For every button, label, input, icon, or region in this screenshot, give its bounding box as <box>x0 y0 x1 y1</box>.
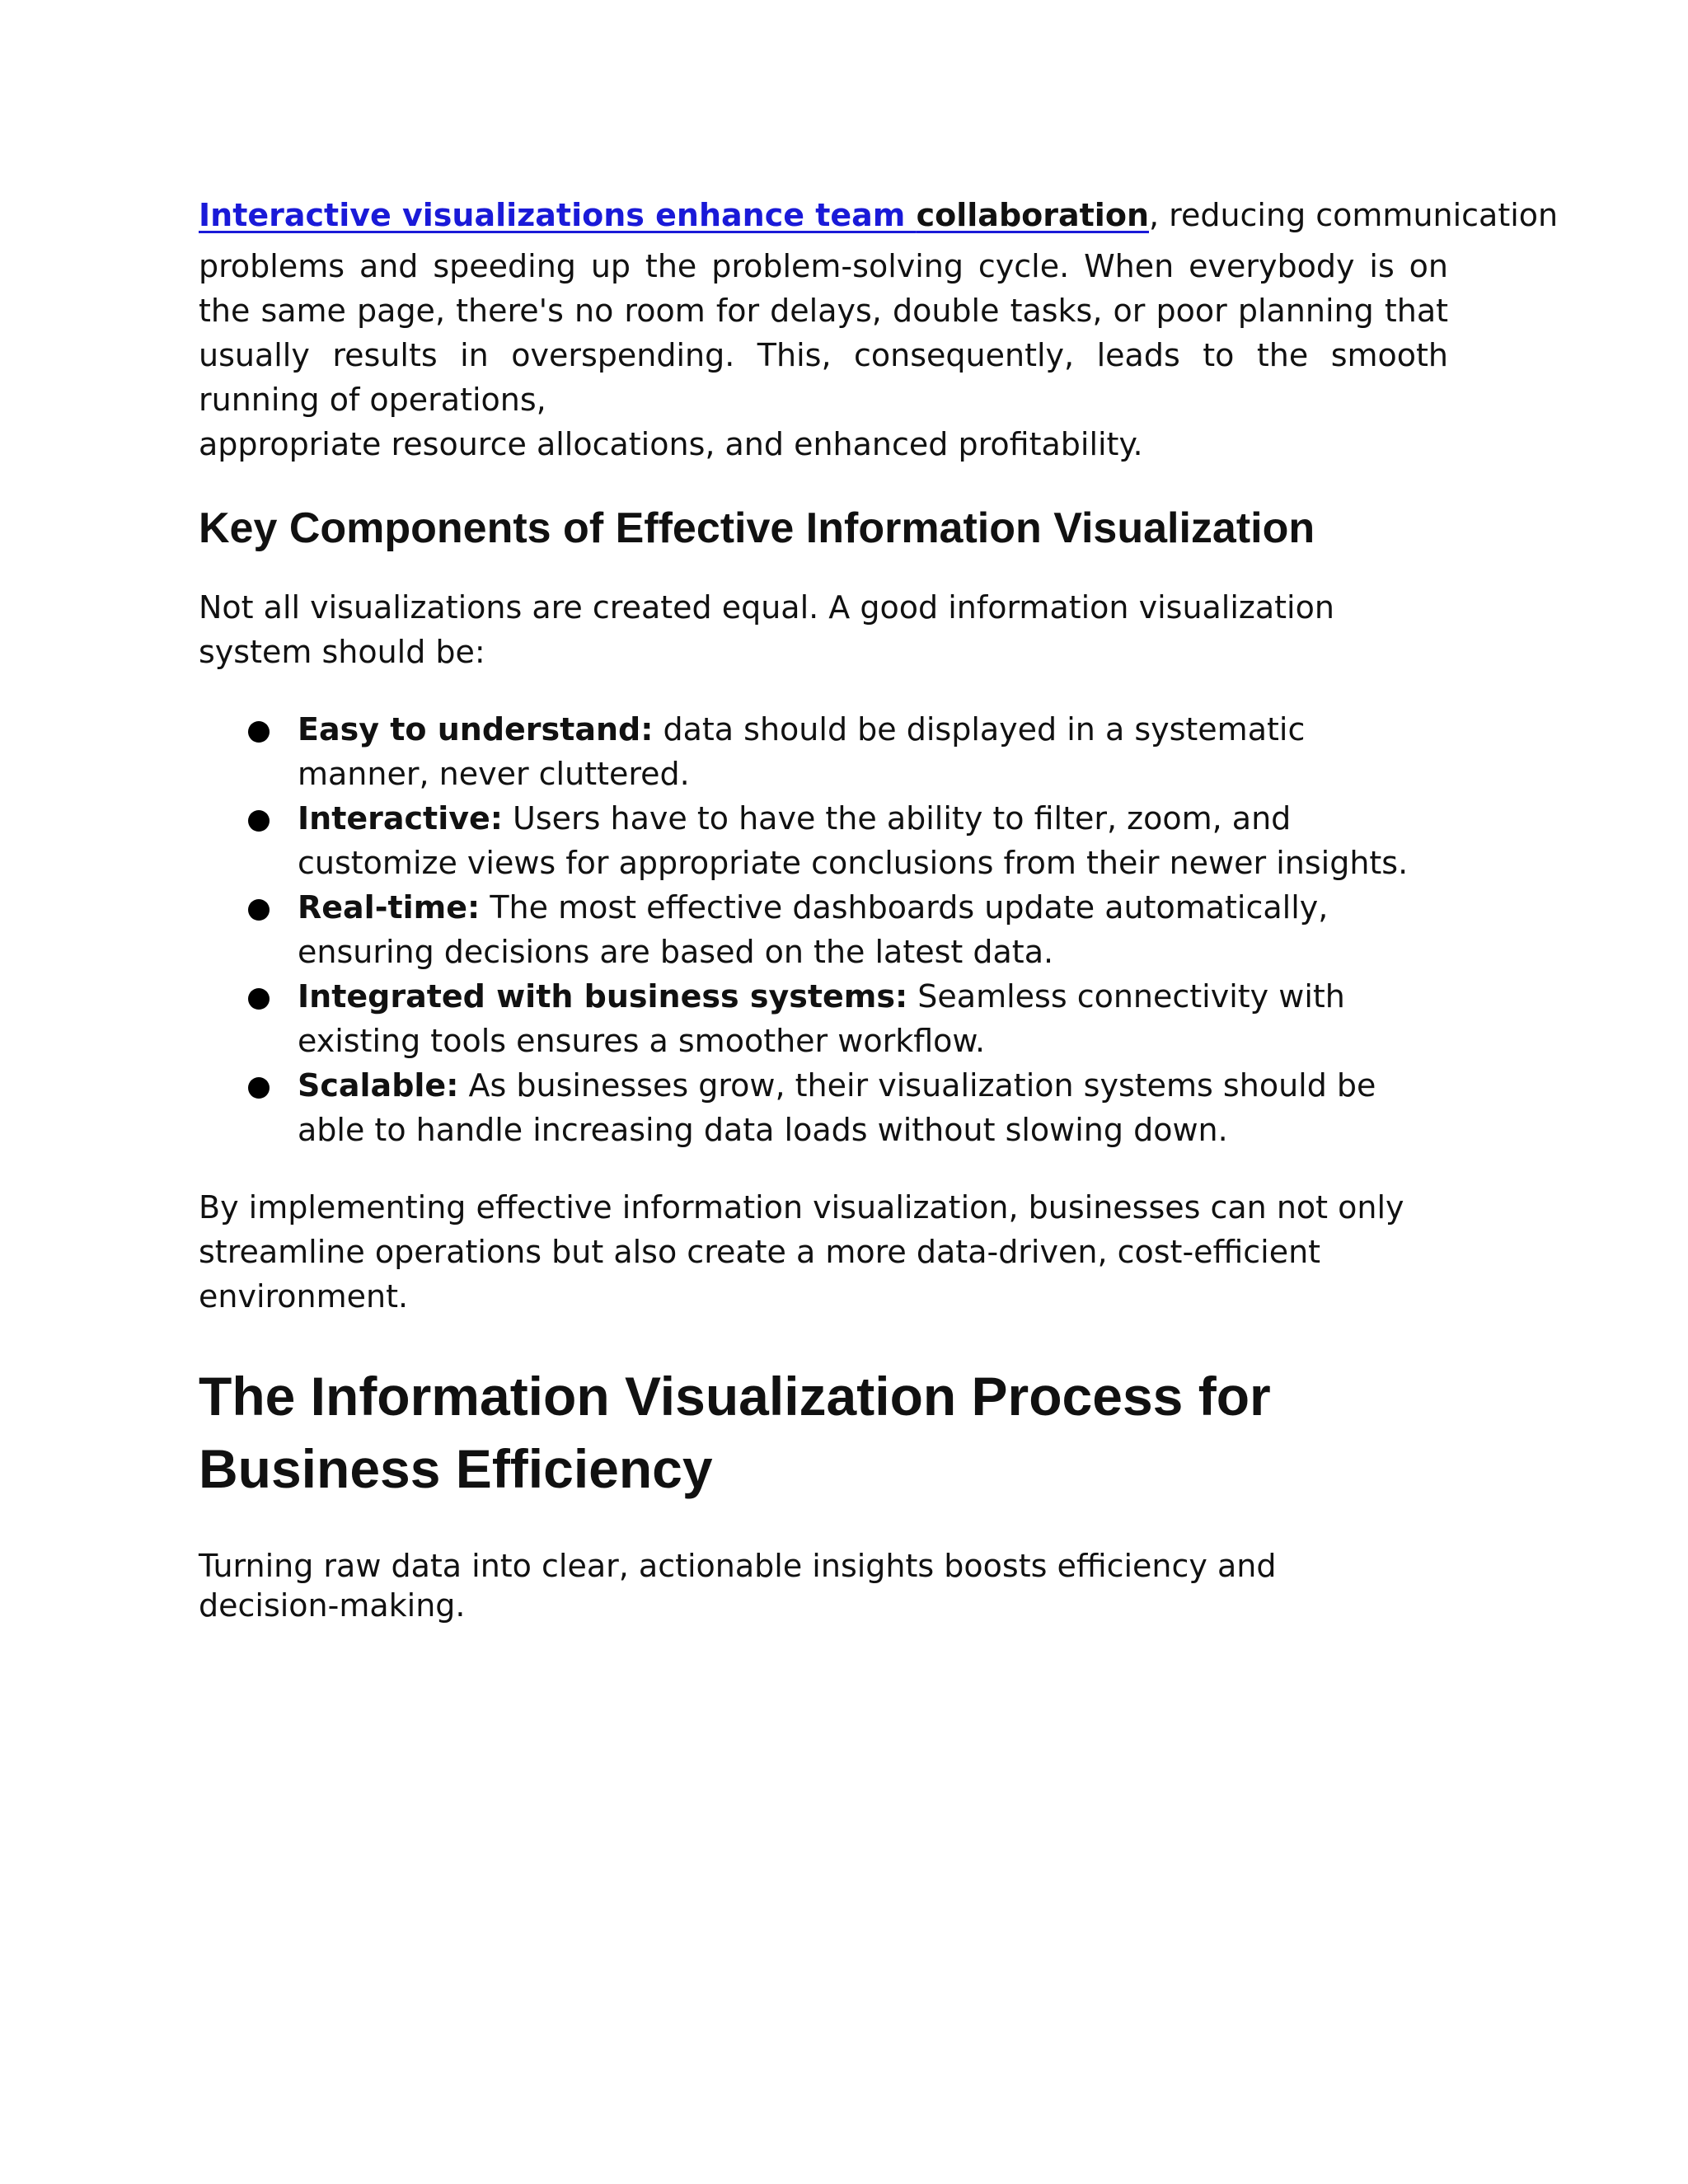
list-item-term: Integrated with business systems: <box>298 978 908 1015</box>
process-intro: Turning raw data into clear, actionable insights boosts efficiency and decision-making. <box>199 1548 1277 1624</box>
list-item-term: Scalable: <box>298 1067 459 1104</box>
list-item-text: Users have to have the ability to filter, zoom, and customize views for appropriate conclusions from their newer insights. <box>298 800 1409 881</box>
document-page <box>199 193 1559 1625</box>
bullet-icon <box>248 899 270 921</box>
bullet-icon <box>248 810 270 832</box>
intro-line1-rest: , reducing communication <box>1149 197 1559 233</box>
intro-paragraph: problems and speeding up the problem-solving cycle. When everybody is on the same page, there's no room for delays, double tasks, or poor planning that usually results in overspending. This, consequently, leads to the smooth running of operations, <box>199 248 1448 418</box>
bullet-icon <box>248 1077 270 1099</box>
list-item-text: Seamless connectivity with existing tools ensures a smoother workflow. <box>298 978 1345 1059</box>
list-item-term: Real-time: <box>298 889 481 926</box>
bullet-icon <box>248 721 270 743</box>
key-components-intro: Not all visualizations are created equal. A good information visualization system should be: <box>199 589 1334 670</box>
list-item-term: Easy to understand: <box>298 711 654 748</box>
key-components-closing: By implementing effective information visualization, businesses can not only streamline operations but also create a more data-driven, cost-efficient environment. <box>199 1189 1404 1315</box>
list-item <box>199 796 1418 885</box>
collaboration-link-text[interactable]: Interactive visualizations enhance team <box>199 197 917 233</box>
section-heading-key-components: Key Components of Effective Information Visualization <box>199 504 1315 552</box>
collaboration-link-word[interactable]: collaboration <box>916 197 1149 233</box>
list-item <box>199 707 1418 796</box>
list-item <box>199 885 1418 974</box>
list-item-text: data should be displayed in a systematic manner, never cluttered. <box>298 711 1306 792</box>
bullet-icon <box>248 988 270 1010</box>
list-item-text: As businesses grow, their visualization systems should be able to handle increasing data loads without slowing down. <box>298 1067 1376 1148</box>
list-item-term: Interactive: <box>298 800 503 837</box>
key-components-list <box>199 707 1418 1152</box>
list-item <box>199 1063 1418 1152</box>
list-item <box>199 974 1418 1063</box>
list-item-text: The most effective dashboards update automatically, ensuring decisions are based on the latest data. <box>298 889 1329 970</box>
intro-first-line <box>199 193 1559 237</box>
intro-paragraph-last-line: appropriate resource allocations, and enhanced profitability. <box>199 426 1143 462</box>
section-heading-process: The Information Visualization Process for Business Efficiency <box>199 1366 1271 1499</box>
